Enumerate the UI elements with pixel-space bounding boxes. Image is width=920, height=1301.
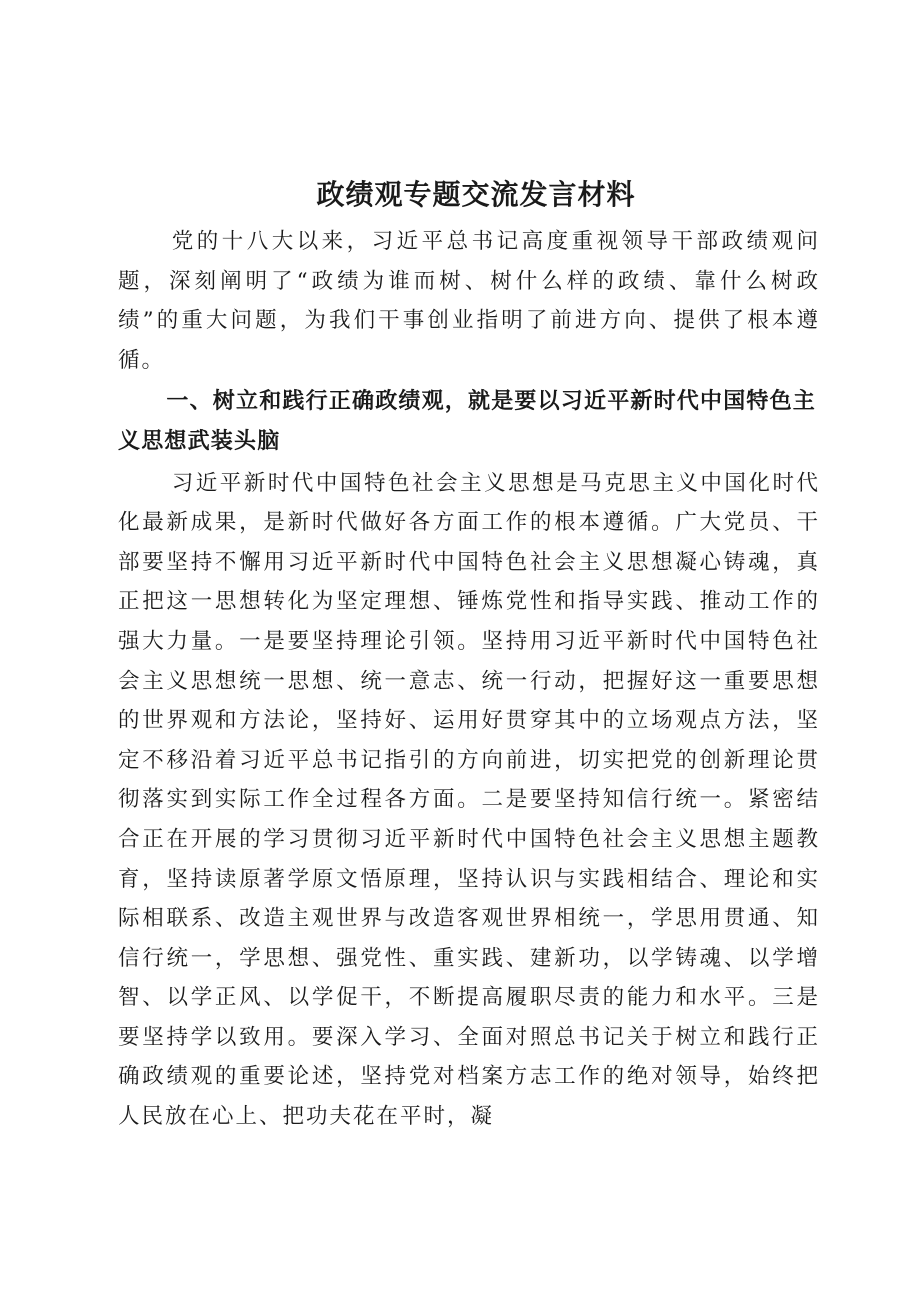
document-title: 政绩观专题交流发言材料 [316,178,636,211]
intro-paragraph: 党的十八大以来，习近平总书记高度重视领导干部政绩观问题，深刻阐明了“政绩为谁而树、树什么样的政绩、靠什么树政绩”的重大问题，为我们干事创业指明了前进方向、提供了根本遵循。 [118,229,820,373]
section-heading: 一、树立和践行正确政绩观，就是要以习近平新时代中国特色主义思想武装头脑 [118,389,816,454]
body-paragraph: 习近平新时代中国特色社会主义思想是马克思主义中国化时代化最新成果，是新时代做好各方面工作的根本遵循。广大党员、干部要坚持不懈用习近平新时代中国特色社会主义思想凝心铸魂，真正把这一思想转化为坚定理想、锤炼党性和指导实践、推动工作的强大力量。一是要坚持理论引领。坚持用习近平新时代中国特色社会主义思想统一思想、统一意志、统一行动，把握好这一重要思想的世界观和方法论，坚持好、运用好贯穿其中的立场观点方法，坚定不移沿着习近平总书记指引的方向前进，切实把党的创新理论贯彻落实到实际工作全过程各方面。二是要坚持知信行统一。紧密结合正在开展的学习贯彻习近平新时代中国特色社会主义思想主题教育，坚持读原著学原文悟原理，坚持认识与实践相结合、理论和实际相联系、改造主观世界与改造客观世界相统一，学思用贯通、知信行统一，学思想、强党性、重实践、建新功，以学铸魂、以学增智、以学正风、以学促干，不断提高履职尽责的能力和水平。三是要坚持学以致用。要深入学习、全面对照总书记关于树立和践行正确政绩观的重要论述，坚持党对档案方志工作的绝对领导，始终把人民放在心上、把功夫花在平时，凝 [118,470,820,1130]
